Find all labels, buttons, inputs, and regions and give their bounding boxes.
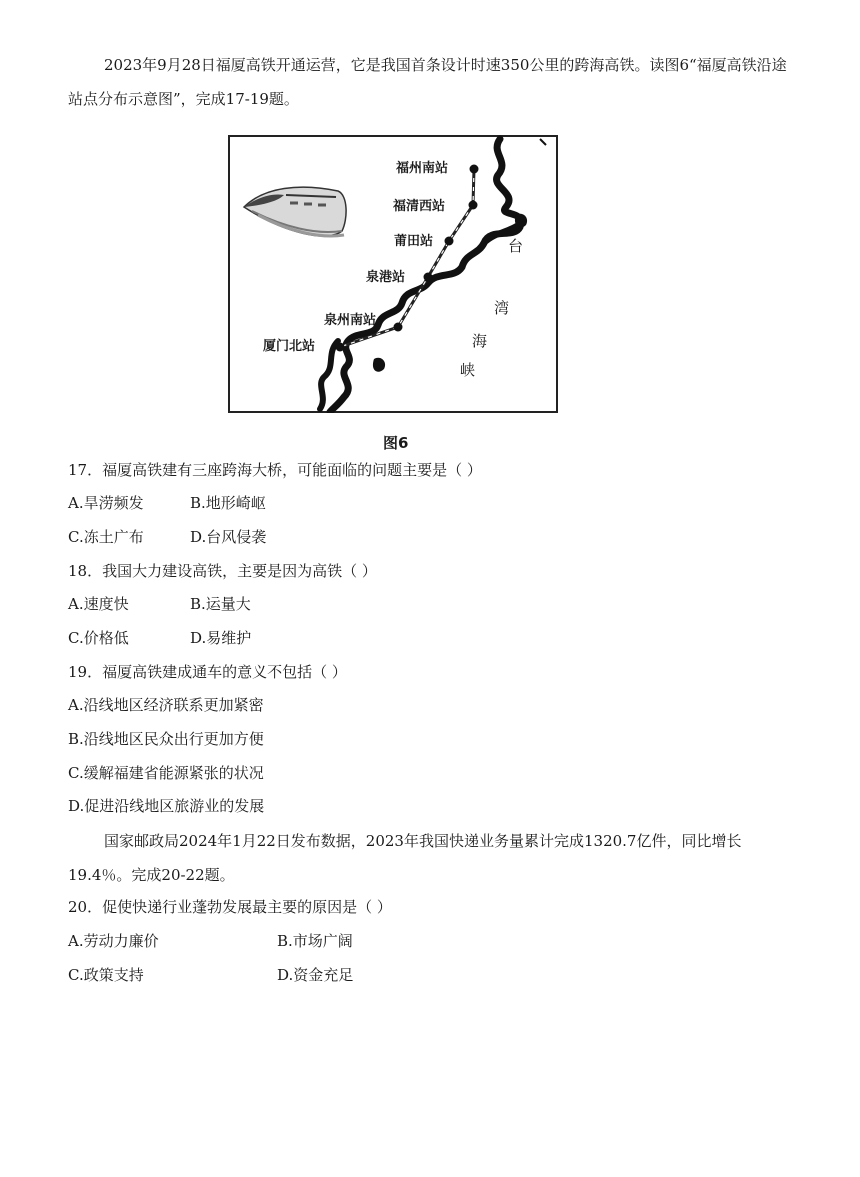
q20-option-c: C.政策支持: [68, 966, 144, 984]
q17-stem: 17．福厦高铁建有三座跨海大桥，可能面临的问题主要是（ ）: [68, 461, 482, 479]
q20-option-b: B.市场广阔: [277, 932, 353, 950]
station-label-xiamenbei: 厦门北站: [263, 339, 316, 354]
intro-paragraph-2: 国家邮政局2024年1月22日发布数据，2023年我国快递业务量累计完成1320.7亿件，同比增长19.4％。完成20-22题。: [68, 832, 742, 884]
q18-option-d: D.易维护: [190, 629, 252, 647]
station-dot-fuzhounan: [470, 165, 479, 174]
station-label-quangang: 泉港站: [366, 270, 406, 285]
q18-stem: 18．我国大力建设高铁，主要是因为高铁（ ）: [68, 562, 377, 580]
q17-option-d: D.台风侵袭: [190, 528, 267, 546]
q20-option-d: D.资金充足: [277, 966, 354, 984]
sea-label-char-3: 海: [472, 332, 488, 350]
station-label-quanzhounan: 泉州南站: [324, 313, 377, 328]
q17-option-a: A.旱涝频发: [68, 494, 144, 512]
q18-option-b: B.运量大: [190, 595, 251, 613]
figure-caption: 图6: [383, 434, 409, 452]
q19-option-d: D.促进沿线地区旅游业的发展: [68, 797, 265, 815]
q19-option-c: C.缓解福建省能源紧张的状况: [68, 764, 264, 782]
q20-stem: 20．促使快递行业蓬勃发展最主要的原因是（ ）: [68, 898, 392, 916]
high-speed-rail-map: [228, 135, 558, 413]
q19-option-b: B.沿线地区民众出行更加方便: [68, 730, 264, 748]
station-label-fuqingxi: 福清西站: [393, 199, 446, 214]
q20-option-a: A.劳动力廉价: [68, 932, 159, 950]
sea-label-char-2: 湾: [494, 299, 510, 317]
q17-option-c: C.冻土广布: [68, 528, 144, 546]
station-dot-xiamenbei: [336, 343, 345, 352]
station-dot-fuqingxi: [469, 201, 478, 210]
station-label-putian: 莆田站: [394, 234, 434, 249]
station-dot-quangang: [424, 273, 433, 282]
station-dot-quanzhounan: [394, 323, 403, 332]
sea-label-char-1: 台: [508, 237, 524, 255]
q19-stem: 19．福厦高铁建成通车的意义不包括（ ）: [68, 663, 347, 681]
sea-label-char-4: 峡: [460, 361, 476, 379]
station-label-fuzhounan: 福州南站: [396, 161, 449, 176]
q18-option-c: C.价格低: [68, 629, 129, 647]
q19-option-a: A.沿线地区经济联系更加紧密: [68, 696, 264, 714]
intro-paragraph-1: 2023年9月28日福厦高铁开通运营，它是我国首条设计时速350公里的跨海高铁。读图6“福厦高铁沿途站点分布示意图”，完成17-19题。: [68, 56, 787, 108]
q17-option-b: B.地形崎岖: [190, 494, 266, 512]
q18-option-a: A.速度快: [68, 595, 129, 613]
station-dot-putian: [445, 237, 454, 246]
